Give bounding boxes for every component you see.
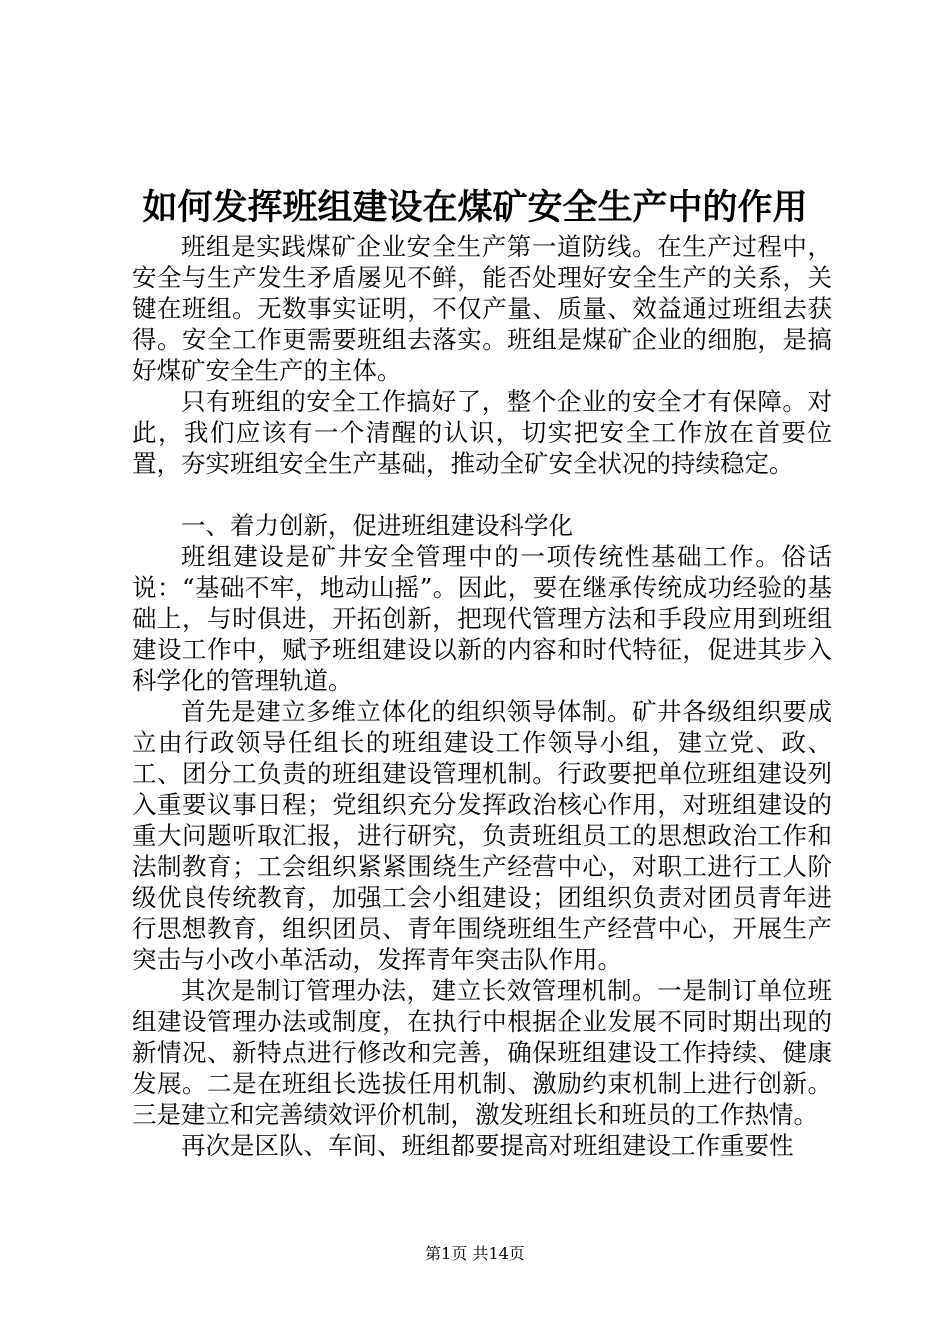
section-heading: 一、着力创新，促进班组建设科学化 [181, 511, 573, 540]
paragraph-spacer [132, 479, 832, 510]
document-title: 如何发挥班组建设在煤矿安全生产中的作用 [142, 187, 808, 228]
section-paragraph-1: 班组建设是矿井安全管理中的一项传统性基础工作。俗话说：“基础不牢，地动山摇”。因此，要在继承传统成功经验的基础上，与时俱进，开拓创新，把现代管理方法和手段应用到班组建设工作中，赋予班组建设以新的内容和时代特征，促进其步入科学化的管理轨道。 [132, 542, 832, 695]
section-paragraph-4: 再次是区队、车间、班组都要提高对班组建设工作重要性 [181, 1131, 794, 1160]
section-paragraph-2: 首先是建立多维立体化的组织领导体制。矿井各级组织要成立由行政领导任组长的班组建设工作领导小组，建立党、政、工、团分工负责的班组建设管理机制。行政要把单位班组建设列入重要议事日程；党组织充分发挥政治核心作用，对班组建设的重大问题听取汇报，进行研究，负责班组员工的思想政治工作和法制教育；工会组织紧紧围绕生产经营中心，对职工进行工人阶级优良传统教育，加强工会小组建设；团组织负责对团员青年进行思想教育，组织团员、青年围绕班组生产经营中心，开展生产突击与小改小革活动，发挥青年突击队作用。 [132, 697, 832, 974]
intro-paragraph-1: 班组是实践煤矿企业安全生产第一道防线。在生产过程中，安全与生产发生矛盾屡见不鲜，能否处理好安全生产的关系，关键在班组。无数事实证明，不仅产量、质量、效益通过班组去获得。安全工作更需要班组去落实。班组是煤矿企业的细胞，是搞好煤矿安全生产的主体。 [132, 232, 832, 385]
intro-paragraph-2: 只有班组的安全工作搞好了，整个企业的安全才有保障。对此，我们应该有一个清醒的认识，切实把安全工作放在首要位置，夯实班组安全生产基础，推动全矿安全状况的持续稳定。 [132, 387, 832, 478]
section-paragraph-3: 其次是制订管理办法，建立长效管理机制。一是制订单位班组建设管理办法或制度，在执行中根据企业发展不同时期出现的新情况、新特点进行修改和完善，确保班组建设工作持续、健康发展。二是在班组长选拔任用机制、激励约束机制上进行创新。三是建立和完善绩效评价机制，激发班组长和班员的工作热情。 [132, 976, 832, 1129]
page-footer: 第1页 共14页 [425, 1244, 525, 1263]
document-body [132, 231, 832, 1161]
